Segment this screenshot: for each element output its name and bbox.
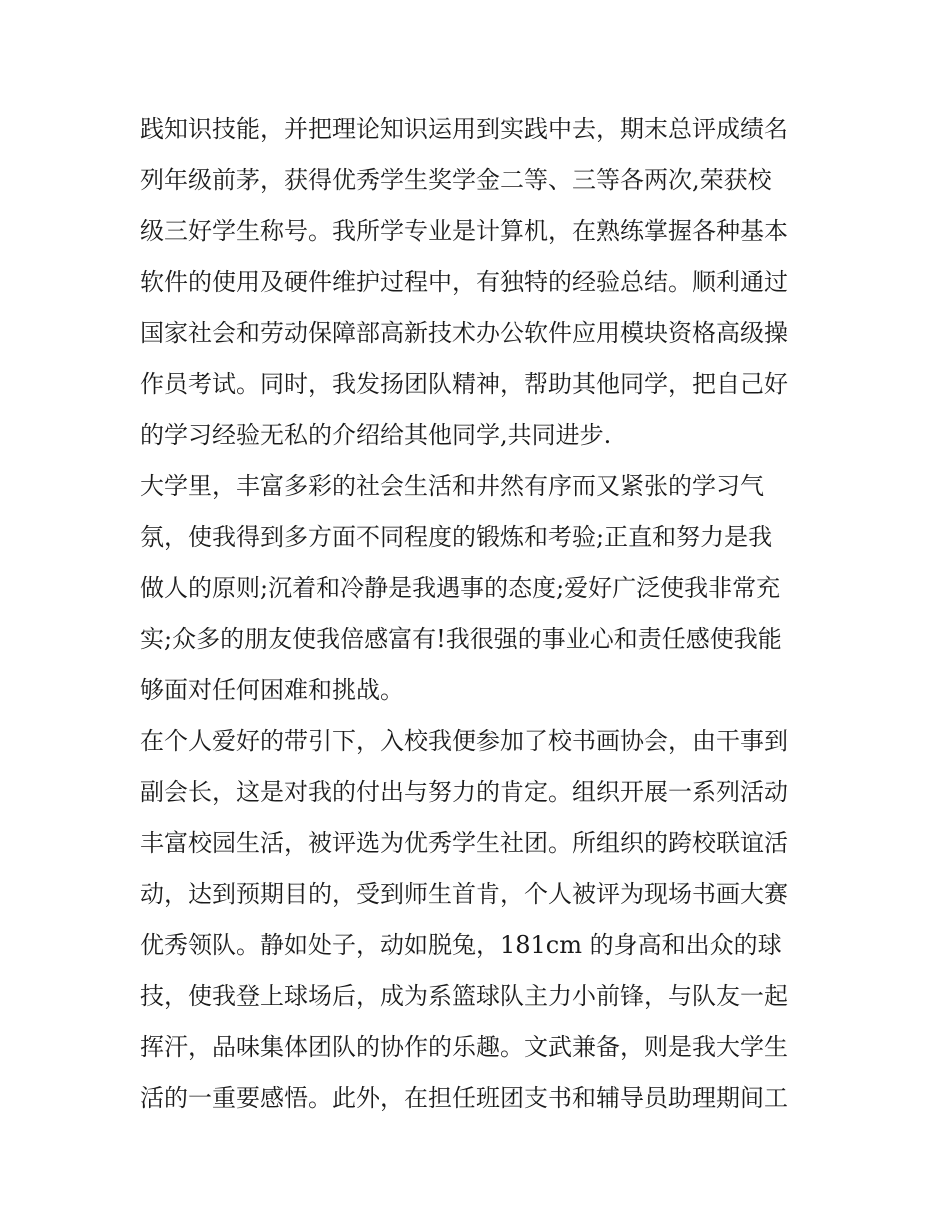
text-line: 级三好学生称号。我所学专业是计算机，在熟练掌握各种基本 <box>140 217 788 245</box>
text-line: 活的一重要感悟。此外，在担任班团支书和辅导员助理期间工 <box>140 1084 788 1112</box>
text-line: 挥汗，品味集体团队的协作的乐趣。文武兼备，则是我大学生 <box>140 1033 788 1061</box>
text-line: 践知识技能，并把理论知识运用到实践中去，期末总评成绩名 <box>140 115 788 143</box>
text-line: 副会长，这是对我的付出与努力的肯定。组织开展一系列活动 <box>140 778 788 806</box>
text-line: 丰富校园生活，被评选为优秀学生社团。所组织的跨校联谊活 <box>140 829 788 857</box>
text-line: 作员考试。同时，我发扬团队精神，帮助其他同学，把自己好 <box>140 370 788 398</box>
text-line: 国家社会和劳动保障部高新技术办公软件应用模块资格高级操 <box>140 319 788 347</box>
text-line: 列年级前茅，获得优秀学生奖学金二等、三等各两次,荣获校 <box>140 166 772 194</box>
text-line: 动，达到预期目的，受到师生首肯，个人被评为现场书画大赛 <box>140 880 788 908</box>
text-line: 做人的原则;沉着和冷静是我遇事的态度;爱好广泛使我非常充 <box>140 574 781 602</box>
text-line: 的学习经验无私的介绍给其他同学,共同进步. <box>140 421 612 449</box>
text-line: 优秀领队。静如处子，动如脱兔，181cm 的身高和出众的球 <box>140 931 782 959</box>
text-line: 够面对任何困难和挑战。 <box>140 676 404 704</box>
body-text <box>140 104 820 1124</box>
text-line: 大学里，丰富多彩的社会生活和井然有序而又紧张的学习气 <box>140 472 764 500</box>
text-line: 软件的使用及硬件维护过程中，有独特的经验总结。顺利通过 <box>140 268 788 296</box>
text-line: 技，使我登上球场后，成为系篮球队主力小前锋，与队友一起 <box>140 982 788 1010</box>
text-line: 氛，使我得到多方面不同程度的锻炼和考验;正直和努力是我 <box>140 523 773 551</box>
text-line: 实;众多的朋友使我倍感富有!我很强的事业心和责任感使我能 <box>140 625 782 653</box>
text-line: 在个人爱好的带引下，入校我便参加了校书画协会，由干事到 <box>140 727 788 755</box>
